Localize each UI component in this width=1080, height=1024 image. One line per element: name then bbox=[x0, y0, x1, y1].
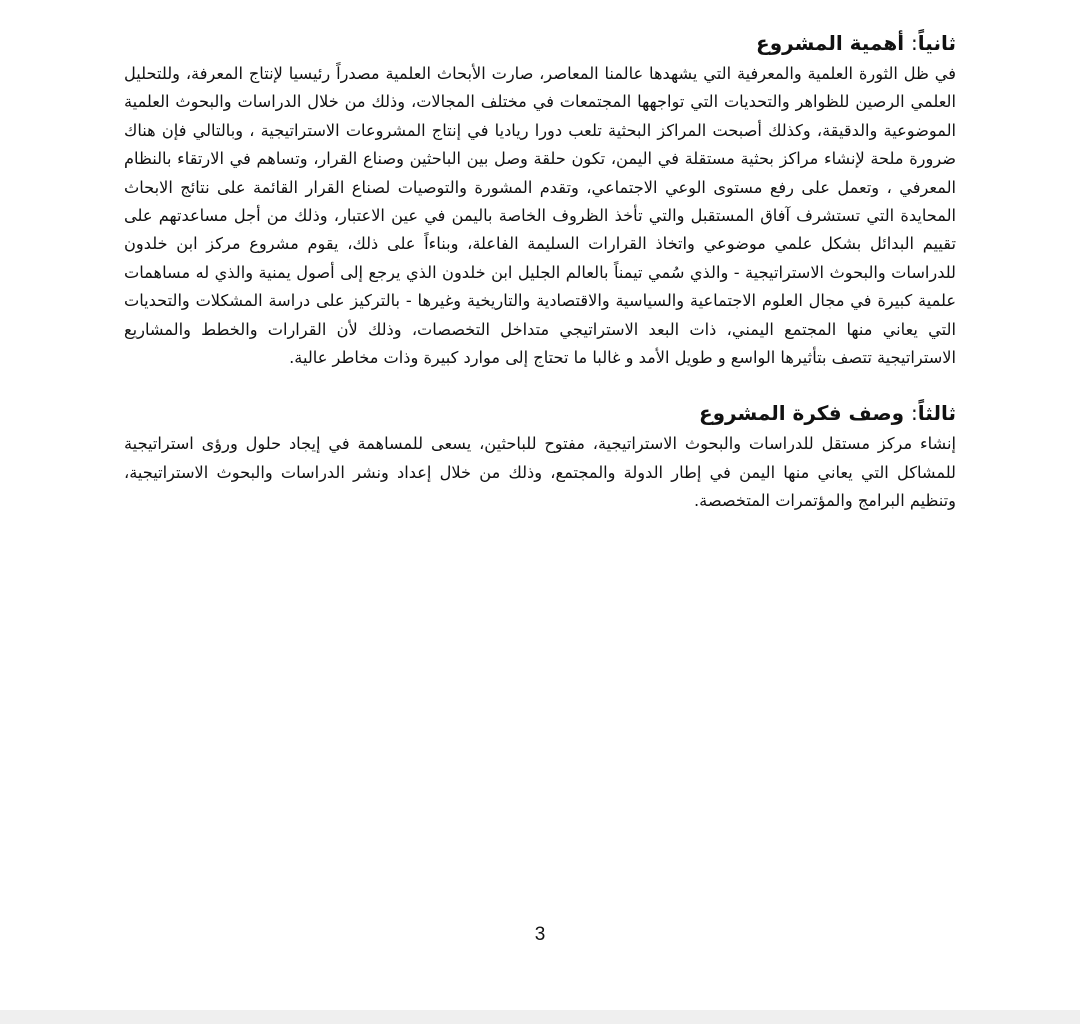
page-number: 3 bbox=[534, 924, 546, 945]
section-heading bbox=[124, 398, 956, 428]
section-project-importance bbox=[124, 28, 956, 372]
section-heading-label: ثانياً bbox=[917, 31, 956, 55]
section-heading-label: ثالثاً bbox=[917, 401, 956, 426]
section-heading-colon: : bbox=[911, 31, 918, 55]
section-project-idea bbox=[124, 398, 956, 515]
section-heading bbox=[124, 28, 956, 58]
section-heading-title: أهمية المشروع bbox=[756, 31, 905, 55]
section-body: في ظل الثورة العلمية والمعرفية التي يشهدها عالمنا المعاصر، صارت الأبحاث العلمية مصدراً رئيسيا لإنتاج المعرفة، وللتحليل العلمي الرصين للظواهر والتحديات التي تواجهها المجتمعات في مختلف المجالات، وذلك من خلال الدراسات والبحوث العلمية الموضوعية والدقيقة، وكذلك أصبحت المراكز البحثية تلعب دورا رياديا في إنتاج المشروعات الاستراتيجية ، وبالتالي فإن هناك ضرورة ملحة لإنشاء مراكز بحثية مستقلة في اليمن، تكون حلقة وصل بين الباحثين وصناع القرار، وتساهم في الارتقاء بالنظام المعرفي ، وتعمل على رفع مستوى الوعي الاجتماعي، وتقدم المشورة والتوصيات لصناع القرار القائمة على نتائج الابحاث المحايدة التي تستشرف آفاق المستقبل والتي تأخذ الظروف الخاصة باليمن في عين الاعتبار، وذلك من أجل مساعدتهم على تقييم البدائل بشكل علمي موضوعي واتخاذ القرارات السليمة الفاعلة، وبناءاً على ذلك، يقوم مشروع مركز ابن خلدون للدراسات والبحوث الاستراتيجية - والذي سُمي تيمناً بالعالم الجليل ابن خلدون الذي يرجع إلى أصول يمنية والذي له مساهمات علمية كبيرة في مجال العلوم الاجتماعية والسياسية والاقتصادية والتاريخية وغيرها - بالتركيز على دراسة المشكلات والتحديات التي يعاني منها المجتمع اليمني، ذات البعد الاستراتيجي متداخل التخصصات، وذلك لأن القرارات والخطط والمشاريع الاستراتيجية تتصف بتأثيرها الواسع و طويل الأمد و غالبا ما تحتاج إلى موارد كبيرة وذات مخاطر عالية. bbox=[124, 64, 956, 368]
section-heading-title: وصف فكرة المشروع bbox=[698, 401, 905, 426]
section-heading-colon: : bbox=[911, 401, 918, 426]
page-bottom-edge bbox=[0, 1010, 1080, 1024]
section-body: إنشاء مركز مستقل للدراسات والبحوث الاستراتيجية، مفتوح للباحثين، يسعى للمساهمة في إيجاد حلول ورؤى استراتيجية للمشاكل التي يعاني منها اليمن في إطار الدولة والمجتمع، وذلك من خلال إعداد ونشر الدراسات والبحوث الاستراتيجية، وتنظيم البرامج والمؤتمرات المتخصصة. bbox=[124, 434, 956, 511]
page-content bbox=[124, 28, 956, 516]
